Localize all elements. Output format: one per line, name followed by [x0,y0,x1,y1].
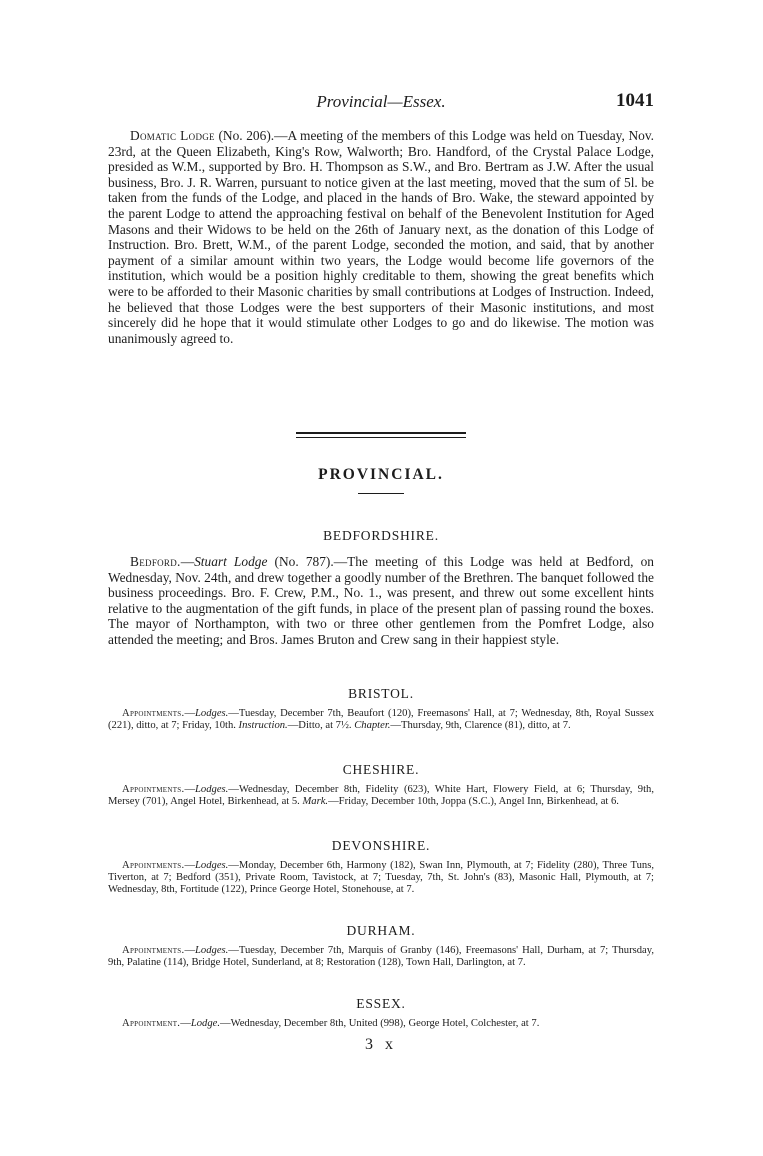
bedfordshire-dash: — [180,554,195,569]
durham-key-lodges: Lodges. [195,945,229,956]
bristol-paragraph [108,708,654,732]
county-heading-devonshire: DEVONSHIRE. [331,838,431,853]
essex-paragraph [108,1018,654,1030]
bristol-text-3: —Thursday, 9th, Clarence (81), ditto, at 7. [390,720,571,732]
bristol-key-instruction: Instruction. [238,720,288,732]
devonshire-dash: — [184,860,196,871]
bristol-text-1: —Tuesday, December 7th, Beaufort (120), Freemasons' Hall, at 7; Wednesday, 8th, Royal Sussex (221), ditto, at 7; Friday, 10th. [108,708,654,732]
intro-article [108,128,654,346]
bristol-text-2: —Ditto, at 7½. [287,720,355,732]
county-heading-essex: ESSEX. [356,996,406,1011]
bedfordshire-lead: Bedford. [130,554,181,569]
county-heading-durham: DURHAM. [346,923,416,938]
section-title-rule [358,493,404,494]
section-title: PROVINCIAL. [318,466,444,483]
bristol-lead: Appointments. [122,708,185,719]
devonshire-appointments [108,860,654,897]
bristol-key-chapter: Chapter. [354,720,391,732]
durham-paragraph [108,945,654,969]
cheshire-text-1: —Wednesday, December 8th, Fidelity (623), White Hart, Flowery Field, at 6; Thursday, 9th, Mersey (701), Angel Hotel, Birkenhead, at 5. [108,784,654,808]
devonshire-text-1: —Monday, December 6th, Harmony (182), Swan Inn, Plymouth, at 7; Fidelity (280), Three Tuns, Tiverton, at 7; Bedford (351), Private Room, Tavistock, at 7; Tuesday, 7th, St. John's (83), Masonic Hall, Plymouth, at 7; Wednesday, 8th, Fortitude (122), Prince George Hotel, Stonehouse, at 7. [108,860,654,896]
cheshire-dash: — [184,784,196,795]
essex-lead: Appointment. [122,1018,181,1029]
intro-paragraph [108,128,654,346]
essex-dash: — [180,1018,191,1029]
essex-text-1: —Wednesday, December 8th, United (998), George Hotel, Colchester, at 7. [219,1018,540,1029]
durham-lead: Appointments. [122,945,185,956]
running-head [108,90,654,118]
bedfordshire-paragraph [108,554,654,648]
running-title: Provincial—Essex. [316,92,446,111]
cheshire-paragraph [108,784,654,808]
page-number: 1041 [616,90,654,111]
durham-appointments [108,945,654,969]
cheshire-appointments [108,784,654,808]
cheshire-text-2: —Friday, December 10th, Joppa (S.C.), Angel Inn, Birkenhead, at 6. [328,796,619,808]
county-heading-bedfordshire: BEDFORDSHIRE. [323,528,439,543]
county-heading-bristol: BRISTOL. [348,686,414,701]
cheshire-key-mark: Mark. [302,796,329,808]
county-heading-cheshire: CHESHIRE. [342,762,420,777]
bristol-appointments [108,708,654,732]
devonshire-paragraph [108,860,654,897]
durham-dash: — [184,945,196,956]
durham-text-1: —Tuesday, December 7th, Marquis of Granby (146), Freemasons' Hall, Durham, at 7; Thursday, 9th, Palatine (114), Bridge Hotel, Sunderland, at 8; Restoration (128), Town Hall, Darlington, at 7. [108,945,654,969]
intro-lodge-name: Domatic Lodge [130,128,215,143]
section-divider-top [296,432,466,434]
essex-key-lodge: Lodge. [190,1018,220,1029]
signature-mark: 3 x [365,1036,397,1053]
cheshire-lead: Appointments. [122,784,185,795]
essex-appointments [108,1018,654,1030]
bristol-key-lodges: Lodges. [195,708,229,719]
section-divider-bottom [296,437,466,438]
devonshire-key-lodges: Lodges. [195,860,229,871]
devonshire-lead: Appointments. [122,860,185,871]
bedfordshire-lodge: Stuart Lodge [194,554,268,569]
bedfordshire-text: (No. 787).—The meeting of this Lodge was held at Bedford, on Wednesday, Nov. 24th, and drew together a goodly number of the Brethren. The banquet followed the business proceedings. Bro. F. Crew, P.M., No. 1., was present, and threw out some excellent hints relative to the augmentation of the gift funds, in place of the present plan of passing round the boxes. The mayor of Northampton, with two or three other gentlemen from the Pomfret Lodge, also attended the meeting; and Bros. James Bruton and Crew sang in their happiest style. [108,554,655,647]
bedfordshire-article [108,554,654,648]
cheshire-key-lodges: Lodges. [195,784,229,795]
bristol-dash: — [184,708,196,719]
intro-text: (No. 206).—A meeting of the members of this Lodge was held on Tuesday, Nov. 23rd, at the Queen Elizabeth, King's Row, Walworth; Bro. Handford, of the Crystal Palace Lodge, presided as W.M., supported by Bro. H. Thompson as S.W., and Bro. Bertram as J.W. After the usual business, Bro. J. R. Warren, pursuant to notice given at the last meeting, moved that the sum of 5l. be taken from the funds of the Lodge, and placed in the hands of Bro. Wake, the steward appointed by the parent Lodge to attend the approaching festival on behalf of the Benevolent Institution for Aged Masons and their Widows to be held on the 26th of January next, as the donation of this Lodge of Instruction. Bro. Brett, W.M., of the parent Lodge, seconded the motion, and said, that by another payment of a similar amount within two years, the Lodge would become life governors of the institution, which would be a position highly creditable to them, showing the great benefits which were to be afforded to their Masonic charities by small contributions at Lodges of Instruction. Indeed, he believed that those Lodges were the best supporters of their Masonic institutions, and most sincerely did he hope that it would stimulate other Lodges to go and do likewise. The motion was unanimously agreed to. [108,128,654,346]
